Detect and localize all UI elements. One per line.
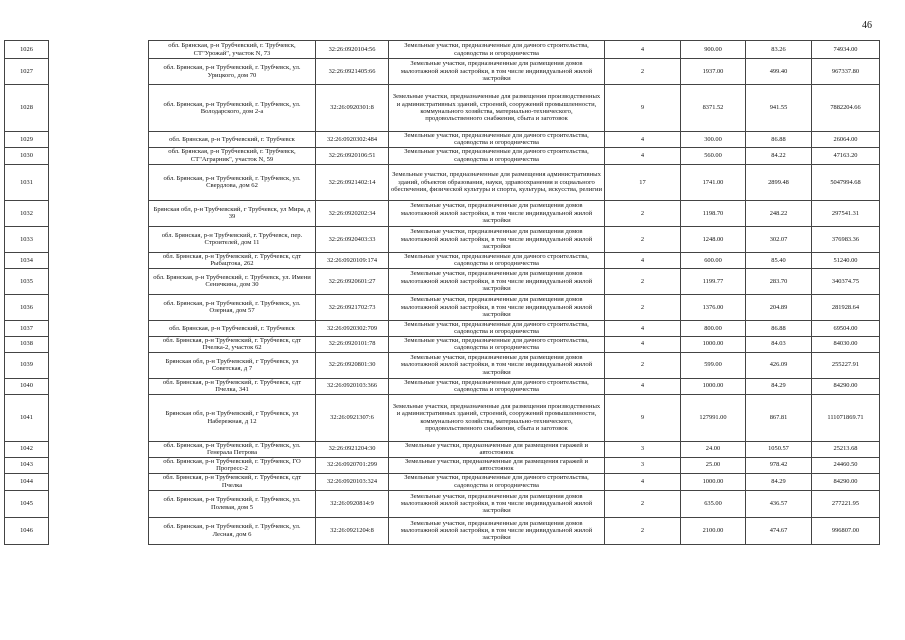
land-use-cell: Земельные участки, предназначенные для размещения административных зданий, объектов образования, науки, здравоохранения и социального обеспечения, физической культуры и спорта, культуры, искусства, религии xyxy=(389,164,605,200)
unit-value-cell: 84.03 xyxy=(746,336,812,352)
spacer-cell xyxy=(49,200,149,226)
cadastral-number-cell: 32:26:0920301:8 xyxy=(316,85,389,132)
row-number-cell: 1026 xyxy=(5,41,49,59)
cadastral-value-cell: 376983.36 xyxy=(812,226,880,252)
row-number-cell: 1028 xyxy=(5,85,49,132)
cadastral-value-cell: 277221.95 xyxy=(812,490,880,517)
area-cell: 24.00 xyxy=(681,441,746,457)
cadastral-value-cell: 996807.00 xyxy=(812,517,880,544)
area-cell: 1198.70 xyxy=(681,200,746,226)
unit-value-cell: 283.70 xyxy=(746,268,812,294)
row-number-cell: 1029 xyxy=(5,132,49,148)
unit-value-cell: 84.29 xyxy=(746,473,812,490)
group-cell: 2 xyxy=(605,352,681,378)
row-number-cell: 1041 xyxy=(5,394,49,441)
address-cell: обл. Брянская, р-н Трубчевский, г. Трубчевск, ул. Володарского, дом 2-а xyxy=(149,85,316,132)
table-row xyxy=(5,336,880,352)
table-row xyxy=(5,59,880,85)
cadastral-value-cell: 26064.00 xyxy=(812,132,880,148)
land-use-cell: Земельные участки, предназначенные для размещения домов малоэтажной жилой застройки, в том числе индивидуальной жилой застройки xyxy=(389,352,605,378)
group-cell: 2 xyxy=(605,226,681,252)
row-number-cell: 1031 xyxy=(5,164,49,200)
unit-value-cell: 83.26 xyxy=(746,41,812,59)
unit-value-cell: 86.88 xyxy=(746,132,812,148)
area-cell: 635.00 xyxy=(681,490,746,517)
cadastral-number-cell: 32:26:0921307:6 xyxy=(316,394,389,441)
cadastral-value-cell: 74934.00 xyxy=(812,41,880,59)
area-cell: 300.00 xyxy=(681,132,746,148)
unit-value-cell: 85.40 xyxy=(746,252,812,268)
table-row xyxy=(5,294,880,320)
group-cell: 2 xyxy=(605,200,681,226)
unit-value-cell: 2899.48 xyxy=(746,164,812,200)
address-cell: Брянская обл, р-н Трубчевский, г Трубчевск, ул Набережная, д 12 xyxy=(149,394,316,441)
address-cell: Брянская обл, р-н Трубчевский, г Трубчевск, ул Советская, д 7 xyxy=(149,352,316,378)
table-row xyxy=(5,41,880,59)
spacer-cell xyxy=(49,268,149,294)
spacer-cell xyxy=(49,320,149,336)
spacer-cell xyxy=(49,352,149,378)
land-use-cell: Земельные участки, предназначенные для дачного строительства, садоводства и огородничества xyxy=(389,41,605,59)
table-row xyxy=(5,147,880,164)
land-use-cell: Земельные участки, предназначенные для размещения производственных и административных зданий, строений, сооружений промышленности, коммунального хозяйства, материально-технического, продовольственного снабжения, сбыта и заготовок xyxy=(389,85,605,132)
spacer-cell xyxy=(49,164,149,200)
address-cell: обл. Брянская, р-н Трубчевский, г. Трубчевск xyxy=(149,132,316,148)
group-cell: 3 xyxy=(605,441,681,457)
area-cell: 25.00 xyxy=(681,457,746,473)
cadastral-number-cell: 32:26:0920302:709 xyxy=(316,320,389,336)
address-cell: обл. Брянская, р-н Трубчевский, г. Трубчевск, cдт Пчелка, 341 xyxy=(149,378,316,394)
cadastral-number-cell: 32:26:0920701:299 xyxy=(316,457,389,473)
row-number-cell: 1038 xyxy=(5,336,49,352)
group-cell: 4 xyxy=(605,132,681,148)
area-cell: 600.00 xyxy=(681,252,746,268)
land-use-cell: Земельные участки, предназначенные для дачного строительства, садоводства и огородничества xyxy=(389,132,605,148)
cadastral-number-cell: 32:26:0920801:30 xyxy=(316,352,389,378)
table-row xyxy=(5,252,880,268)
land-use-cell: Земельные участки, предназначенные для размещения домов малоэтажной жилой застройки, в том числе индивидуальной жилой застройки xyxy=(389,59,605,85)
table-row xyxy=(5,268,880,294)
cadastral-value-cell: 84290.00 xyxy=(812,473,880,490)
cadastral-value-cell: 255227.91 xyxy=(812,352,880,378)
land-use-cell: Земельные участки, предназначенные для размещения гаражей и автостоянок xyxy=(389,441,605,457)
address-cell: обл. Брянская, р-н Трубчевский, г. Трубчевск, СТ"Урожай", участок N, 73 xyxy=(149,41,316,59)
unit-value-cell: 474.67 xyxy=(746,517,812,544)
row-number-cell: 1037 xyxy=(5,320,49,336)
unit-value-cell: 978.42 xyxy=(746,457,812,473)
spacer-cell xyxy=(49,85,149,132)
area-cell: 2100.00 xyxy=(681,517,746,544)
area-cell: 1199.77 xyxy=(681,268,746,294)
unit-value-cell: 84.22 xyxy=(746,147,812,164)
area-cell: 900.00 xyxy=(681,41,746,59)
spacer-cell xyxy=(49,490,149,517)
area-cell: 1248.00 xyxy=(681,226,746,252)
address-cell: обл. Брянская, р-н Трубчевский, г. Трубчевск xyxy=(149,320,316,336)
group-cell: 9 xyxy=(605,394,681,441)
row-number-cell: 1044 xyxy=(5,473,49,490)
cadastral-value-cell: 967337.80 xyxy=(812,59,880,85)
table-row xyxy=(5,473,880,490)
area-cell: 1376.00 xyxy=(681,294,746,320)
row-number-cell: 1027 xyxy=(5,59,49,85)
group-cell: 4 xyxy=(605,252,681,268)
cadastral-value-cell: 297541.31 xyxy=(812,200,880,226)
address-cell: обл. Брянская, р-н Трубчевский, г. Трубчевск, ул. Имени Сеничкина, дом 30 xyxy=(149,268,316,294)
unit-value-cell: 436.57 xyxy=(746,490,812,517)
address-cell: обл. Брянская, р-н Трубчевский, г. Трубчевск, cдт Пчелка xyxy=(149,473,316,490)
cadastral-number-cell: 32:26:0920106:51 xyxy=(316,147,389,164)
address-cell: обл. Брянская, р-н Трубчевский, г. Трубчевск, пер. Строителей, дом 11 xyxy=(149,226,316,252)
area-cell: 8371.52 xyxy=(681,85,746,132)
page-number: 46 xyxy=(862,20,872,31)
land-use-cell: Земельные участки, предназначенные для размещения домов малоэтажной жилой застройки, в том числе индивидуальной жилой застройки xyxy=(389,294,605,320)
row-number-cell: 1043 xyxy=(5,457,49,473)
row-number-cell: 1035 xyxy=(5,268,49,294)
cadastral-number-cell: 32:26:0920104:56 xyxy=(316,41,389,59)
address-cell: обл. Брянская, р-н Трубчевский, г. Трубчевск, ул. Урицкого, дом 70 xyxy=(149,59,316,85)
group-cell: 2 xyxy=(605,490,681,517)
table-row xyxy=(5,490,880,517)
address-cell: обл. Брянская, р-н Трубчевский, г. Трубчевск, ГО Прогресс-2 xyxy=(149,457,316,473)
cadastral-value-cell: 84290.00 xyxy=(812,378,880,394)
cadastral-number-cell: 32:26:0920601:27 xyxy=(316,268,389,294)
cadastral-number-cell: 32:26:0920103:366 xyxy=(316,378,389,394)
land-use-cell: Земельные участки, предназначенные для дачного строительства, садоводства и огородничества xyxy=(389,147,605,164)
spacer-cell xyxy=(49,226,149,252)
land-use-cell: Земельные участки, предназначенные для размещения домов малоэтажной жилой застройки, в том числе индивидуальной жилой застройки xyxy=(389,200,605,226)
land-use-cell: Земельные участки, предназначенные для дачного строительства, садоводства и огородничества xyxy=(389,320,605,336)
table-row xyxy=(5,378,880,394)
unit-value-cell: 941.55 xyxy=(746,85,812,132)
row-number-cell: 1033 xyxy=(5,226,49,252)
cadastral-value-cell: 5047994.68 xyxy=(812,164,880,200)
area-cell: 1937.00 xyxy=(681,59,746,85)
area-cell: 1741.00 xyxy=(681,164,746,200)
table-row xyxy=(5,320,880,336)
cadastral-number-cell: 32:26:0920109:174 xyxy=(316,252,389,268)
cadastral-number-cell: 32:26:0920403:33 xyxy=(316,226,389,252)
group-cell: 2 xyxy=(605,268,681,294)
spacer-cell xyxy=(49,252,149,268)
spacer-cell xyxy=(49,336,149,352)
group-cell: 3 xyxy=(605,457,681,473)
address-cell: обл. Брянская, р-н Трубчевский, г. Трубчевск, ул. Свердлова, дом 62 xyxy=(149,164,316,200)
cadastral-value-cell: 24460.50 xyxy=(812,457,880,473)
unit-value-cell: 84.29 xyxy=(746,378,812,394)
land-use-cell: Земельные участки, предназначенные для размещения домов малоэтажной жилой застройки, в том числе индивидуальной жилой застройки xyxy=(389,490,605,517)
row-number-cell: 1032 xyxy=(5,200,49,226)
land-use-cell: Земельные участки, предназначенные для дачного строительства, садоводства и огородничества xyxy=(389,336,605,352)
cadastral-value-cell: 340374.75 xyxy=(812,268,880,294)
cadastral-value-cell: 69504.00 xyxy=(812,320,880,336)
cadastral-number-cell: 32:26:0921702:73 xyxy=(316,294,389,320)
table-row xyxy=(5,517,880,544)
cadastral-value-cell: 51240.00 xyxy=(812,252,880,268)
spacer-cell xyxy=(49,294,149,320)
land-use-cell: Земельные участки, предназначенные для размещения домов малоэтажной жилой застройки, в том числе индивидуальной жилой застройки xyxy=(389,517,605,544)
cadastral-number-cell: 32:26:0920302:484 xyxy=(316,132,389,148)
table-row xyxy=(5,226,880,252)
spacer-cell xyxy=(49,147,149,164)
land-use-cell: Земельные участки, предназначенные для дачного строительства, садоводства и огородничества xyxy=(389,473,605,490)
area-cell: 800.00 xyxy=(681,320,746,336)
row-number-cell: 1042 xyxy=(5,441,49,457)
row-number-cell: 1036 xyxy=(5,294,49,320)
table-row xyxy=(5,457,880,473)
cadastral-number-cell: 32:26:0920103:324 xyxy=(316,473,389,490)
spacer-cell xyxy=(49,132,149,148)
row-number-cell: 1034 xyxy=(5,252,49,268)
address-cell: обл. Брянская, р-н Трубчевский, г. Трубчевск, ул. Озерная, дом 57 xyxy=(149,294,316,320)
cadastral-value-cell: 84030.00 xyxy=(812,336,880,352)
table-row xyxy=(5,132,880,148)
cadastral-value-cell: 7882204.66 xyxy=(812,85,880,132)
spacer-cell xyxy=(49,41,149,59)
address-cell: обл. Брянская, р-н Трубчевский, г. Трубчевск, ул. Полевая, дом 5 xyxy=(149,490,316,517)
area-cell: 599.00 xyxy=(681,352,746,378)
table-row xyxy=(5,200,880,226)
cadastral-number-cell: 32:26:0920101:78 xyxy=(316,336,389,352)
land-use-cell: Земельные участки, предназначенные для размещения домов малоэтажной жилой застройки, в том числе индивидуальной жилой застройки xyxy=(389,226,605,252)
area-cell: 127991.00 xyxy=(681,394,746,441)
address-cell: обл. Брянская, р-н Трубчевский, г. Трубчевск, cдт Пчелка-2, участок 62 xyxy=(149,336,316,352)
unit-value-cell: 86.88 xyxy=(746,320,812,336)
spacer-cell xyxy=(49,378,149,394)
cadastral-number-cell: 32:26:0921402:14 xyxy=(316,164,389,200)
unit-value-cell: 426.09 xyxy=(746,352,812,378)
group-cell: 4 xyxy=(605,336,681,352)
cadastral-value-cell: 111071869.71 xyxy=(812,394,880,441)
table-row xyxy=(5,164,880,200)
group-cell: 2 xyxy=(605,294,681,320)
land-use-cell: Земельные участки, предназначенные для дачного строительства, садоводства и огородничества xyxy=(389,252,605,268)
spacer-cell xyxy=(49,59,149,85)
row-number-cell: 1046 xyxy=(5,517,49,544)
row-number-cell: 1040 xyxy=(5,378,49,394)
land-use-cell: Земельные участки, предназначенные для размещения производственных и административных зданий, строений, сооружений промышленности, коммунального хозяйства, материально-технического, продовольственного снабжения, сбыта и заготовок xyxy=(389,394,605,441)
address-cell: обл. Брянская, р-н Трубчевский, г. Трубчевск, ул. Лесная, дом 6 xyxy=(149,517,316,544)
cadastral-number-cell: 32:26:0921405:66 xyxy=(316,59,389,85)
table-body xyxy=(5,41,880,545)
group-cell: 4 xyxy=(605,473,681,490)
address-cell: обл. Брянская, р-н Трубчевский, г. Трубчевск, ул. Генерала Петрова xyxy=(149,441,316,457)
land-use-cell: Земельные участки, предназначенные для дачного строительства, садоводства и огородничества xyxy=(389,378,605,394)
unit-value-cell: 1050.57 xyxy=(746,441,812,457)
table-row xyxy=(5,352,880,378)
area-cell: 1000.00 xyxy=(681,473,746,490)
spacer-cell xyxy=(49,394,149,441)
address-cell: обл. Брянская, р-н Трубчевский, г. Трубчевск, cдт Рыбацтока, 262 xyxy=(149,252,316,268)
land-use-cell: Земельные участки, предназначенные для размещения домов малоэтажной жилой застройки, в том числе индивидуальной жилой застройки xyxy=(389,268,605,294)
address-cell: Брянская обл, р-н Трубчевский, г Трубчевск, ул Мира, д 39 xyxy=(149,200,316,226)
cadastral-value-cell: 281928.64 xyxy=(812,294,880,320)
group-cell: 17 xyxy=(605,164,681,200)
unit-value-cell: 302.07 xyxy=(746,226,812,252)
spacer-cell xyxy=(49,457,149,473)
group-cell: 2 xyxy=(605,517,681,544)
cadastral-number-cell: 32:26:0920814:9 xyxy=(316,490,389,517)
group-cell: 4 xyxy=(605,147,681,164)
cadastral-number-cell: 32:26:0920202:34 xyxy=(316,200,389,226)
cadastral-value-cell: 25213.68 xyxy=(812,441,880,457)
spacer-cell xyxy=(49,441,149,457)
group-cell: 9 xyxy=(605,85,681,132)
unit-value-cell: 499.40 xyxy=(746,59,812,85)
table-row xyxy=(5,85,880,132)
land-use-cell: Земельные участки, предназначенные для размещения гаражей и автостоянок xyxy=(389,457,605,473)
group-cell: 2 xyxy=(605,59,681,85)
area-cell: 560.00 xyxy=(681,147,746,164)
spacer-cell xyxy=(49,517,149,544)
group-cell: 4 xyxy=(605,378,681,394)
row-number-cell: 1039 xyxy=(5,352,49,378)
group-cell: 4 xyxy=(605,41,681,59)
cadastral-value-table xyxy=(4,40,880,545)
table-row xyxy=(5,441,880,457)
spacer-cell xyxy=(49,473,149,490)
row-number-cell: 1045 xyxy=(5,490,49,517)
row-number-cell: 1030 xyxy=(5,147,49,164)
unit-value-cell: 867.81 xyxy=(746,394,812,441)
cadastral-number-cell: 32:26:0921204:8 xyxy=(316,517,389,544)
unit-value-cell: 204.89 xyxy=(746,294,812,320)
cadastral-number-cell: 32:26:0921204:30 xyxy=(316,441,389,457)
cadastral-value-cell: 47163.20 xyxy=(812,147,880,164)
group-cell: 4 xyxy=(605,320,681,336)
unit-value-cell: 248.22 xyxy=(746,200,812,226)
area-cell: 1000.00 xyxy=(681,336,746,352)
address-cell: обл. Брянская, р-н Трубчевский, г. Трубчевск, СТ"Аграрник", участок N, 59 xyxy=(149,147,316,164)
table-row xyxy=(5,394,880,441)
area-cell: 1000.00 xyxy=(681,378,746,394)
